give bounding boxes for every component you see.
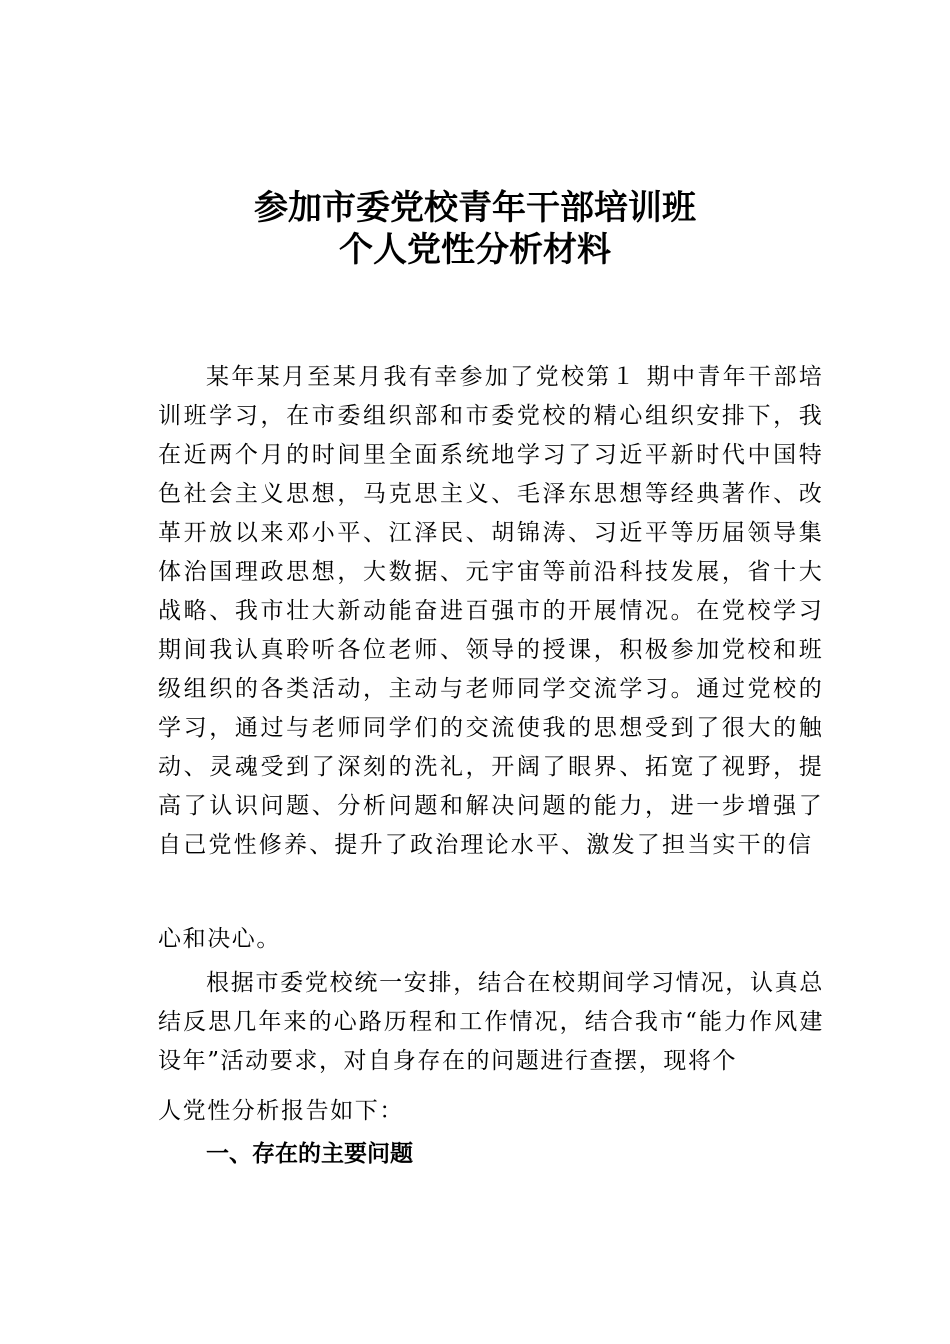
- paragraph-2: 根据市委党校统一安排，结合在校期间学习情况，认真总结反思几年来的心路历程和工作情况，结合我市“能力作风建设年”活动要求，对自身存在的问题进行查摆，现将个: [158, 970, 824, 1074]
- section-heading-1: 一、存在的主要问题: [206, 1141, 413, 1167]
- document-title-line-2: 个人党性分析材料: [339, 230, 611, 270]
- document-title-line-1: 参加市委党校青年干部培训班: [254, 188, 696, 228]
- paragraph-2-tail: 人党性分析报告如下：: [158, 1098, 404, 1124]
- paragraph-1: 某年某月至某月我有幸参加了党校第１ 期中青年干部培 训班学习，在市委组织部和市委党校的精心组织安排下，我 在近两个月的时间里全面系统地学习了习近平新时代中国特 色社会主义思想，马克思主义、毛泽东思想等经典著作、改 革开放以来邓小平、江泽民、胡锦涛、习近平等历届领导集 体治国理政思想，大数据、元宇宙等前沿科技发展，省十大 战略、我市壮大新动能奋进百强市的开展情况。在党校学习 期间我认真聆听各位老师、领导的授课，积极参加党校和班 级组织的各类活动，主动与老师同学交流学习。通过党校的 学习，通过与老师同学们的交流使我的思想受到了很大的触 动、灵魂受到了深刻的洗礼，开阔了眼界、拓宽了视野，提 高了认识问题、分析问题和解决问题的能力，进一步增强了 自己党性修养、提升了政治理论水平、激发了担当实干的信: [158, 364, 824, 858]
- paragraph-1-tail: 心和决心。: [158, 926, 281, 952]
